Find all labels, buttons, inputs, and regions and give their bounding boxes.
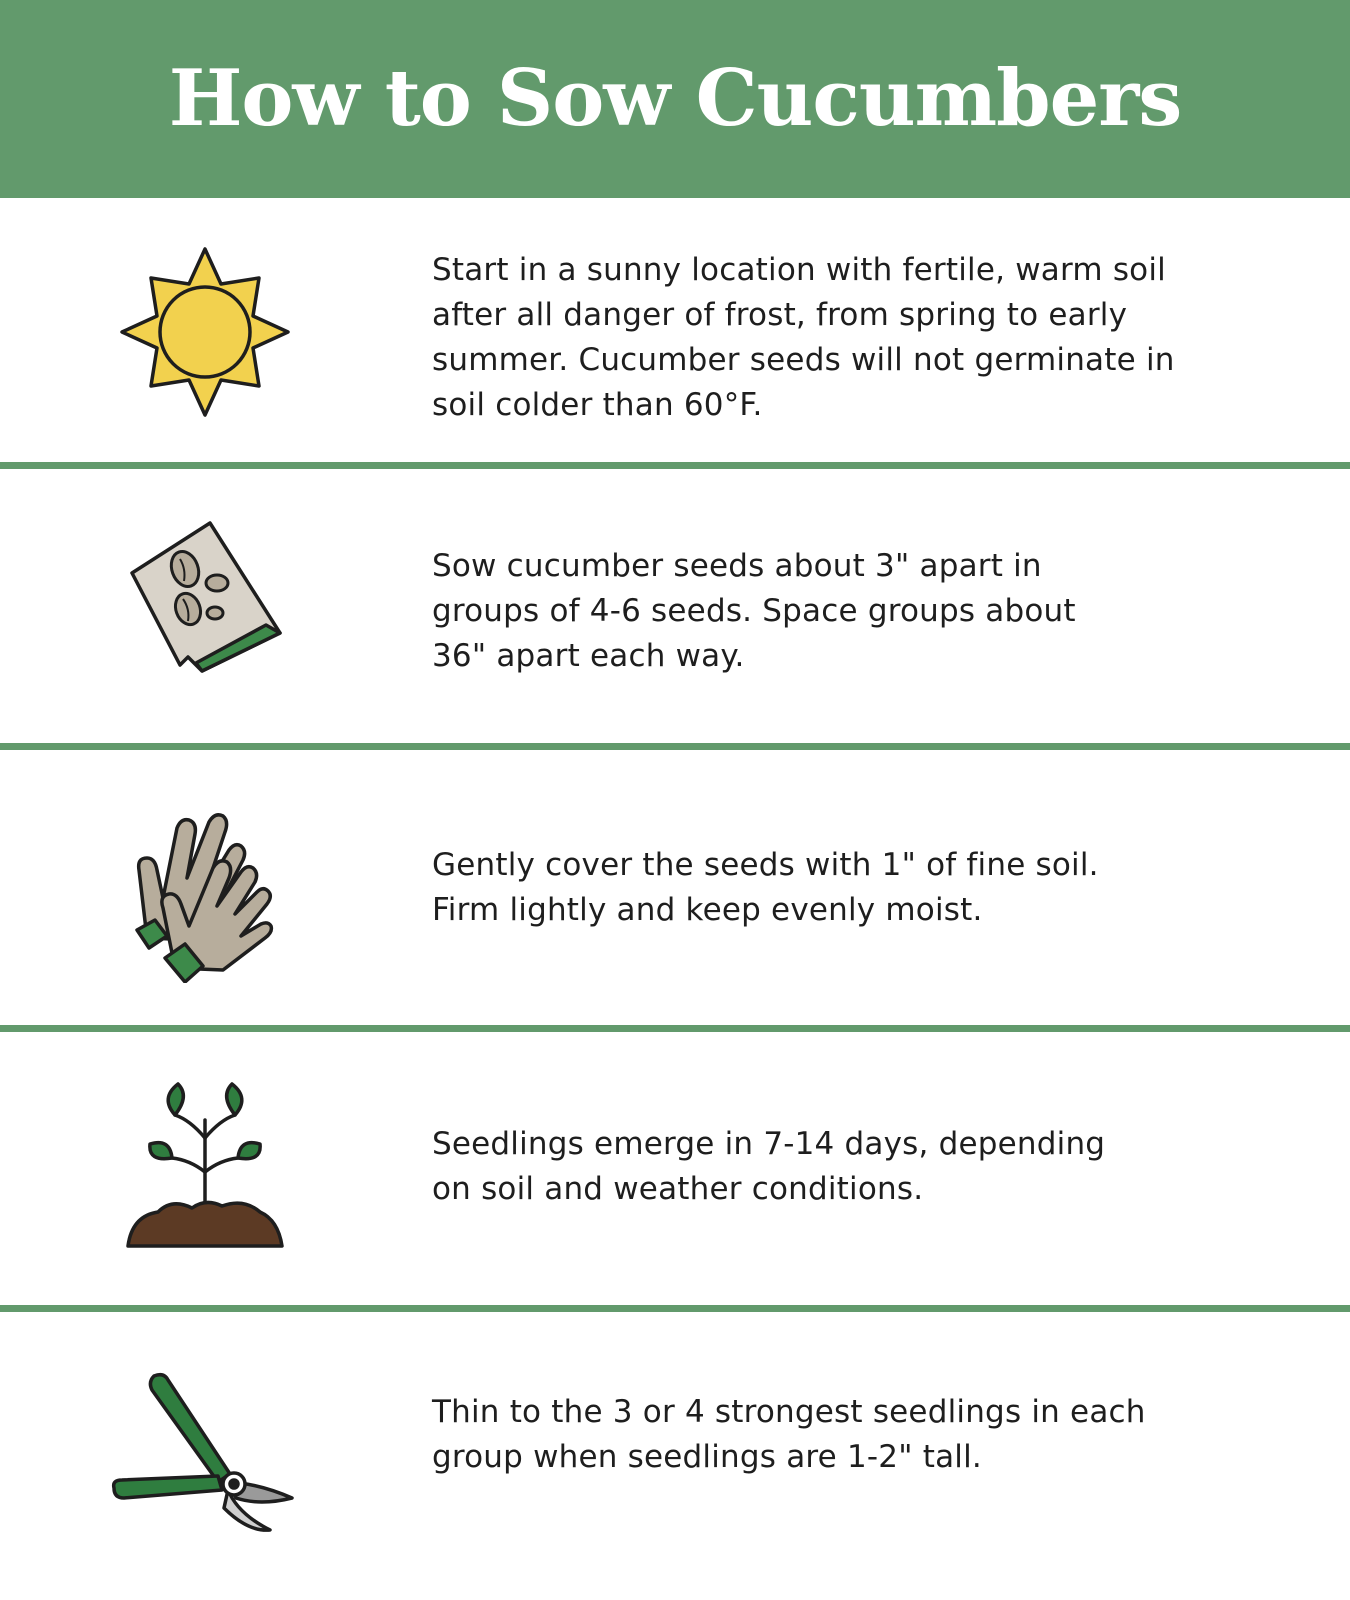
step-text: Thin to the 3 or 4 strongest seedlings in each group when seedlings are 1-2" tall. <box>432 1394 1146 1475</box>
seedling-icon <box>100 1080 310 1250</box>
sun-icon <box>100 247 310 417</box>
step-gloves <box>0 750 1350 1025</box>
divider <box>0 743 1350 750</box>
step-seedling <box>0 1032 1350 1307</box>
pruning-shears-icon <box>100 1372 310 1542</box>
gloves-icon <box>100 798 310 983</box>
divider <box>0 1305 1350 1312</box>
step-seed-packet <box>0 469 1350 744</box>
title-banner <box>0 0 1350 198</box>
step-text: Sow cucumber seeds about 3" apart in groups of 4-6 seeds. Space groups about 36" apart each way. <box>432 548 1076 674</box>
step-pruning-shears <box>0 1312 1350 1600</box>
divider <box>0 462 1350 469</box>
divider <box>0 1025 1350 1032</box>
page-title: How to Sow Cucumbers <box>168 53 1182 144</box>
step-sun <box>0 198 1350 466</box>
step-text: Start in a sunny location with fertile, warm soil after all danger of frost, from spring to early summer. Cucumber seeds will not germinate in soil colder than 60°F. <box>432 252 1175 423</box>
seed-packet-icon <box>100 521 310 681</box>
step-text: Seedlings emerge in 7-14 days, depending on soil and weather conditions. <box>432 1126 1106 1207</box>
step-text: Gently cover the seeds with 1" of fine soil. Firm lightly and keep evenly moist. <box>432 847 1099 928</box>
